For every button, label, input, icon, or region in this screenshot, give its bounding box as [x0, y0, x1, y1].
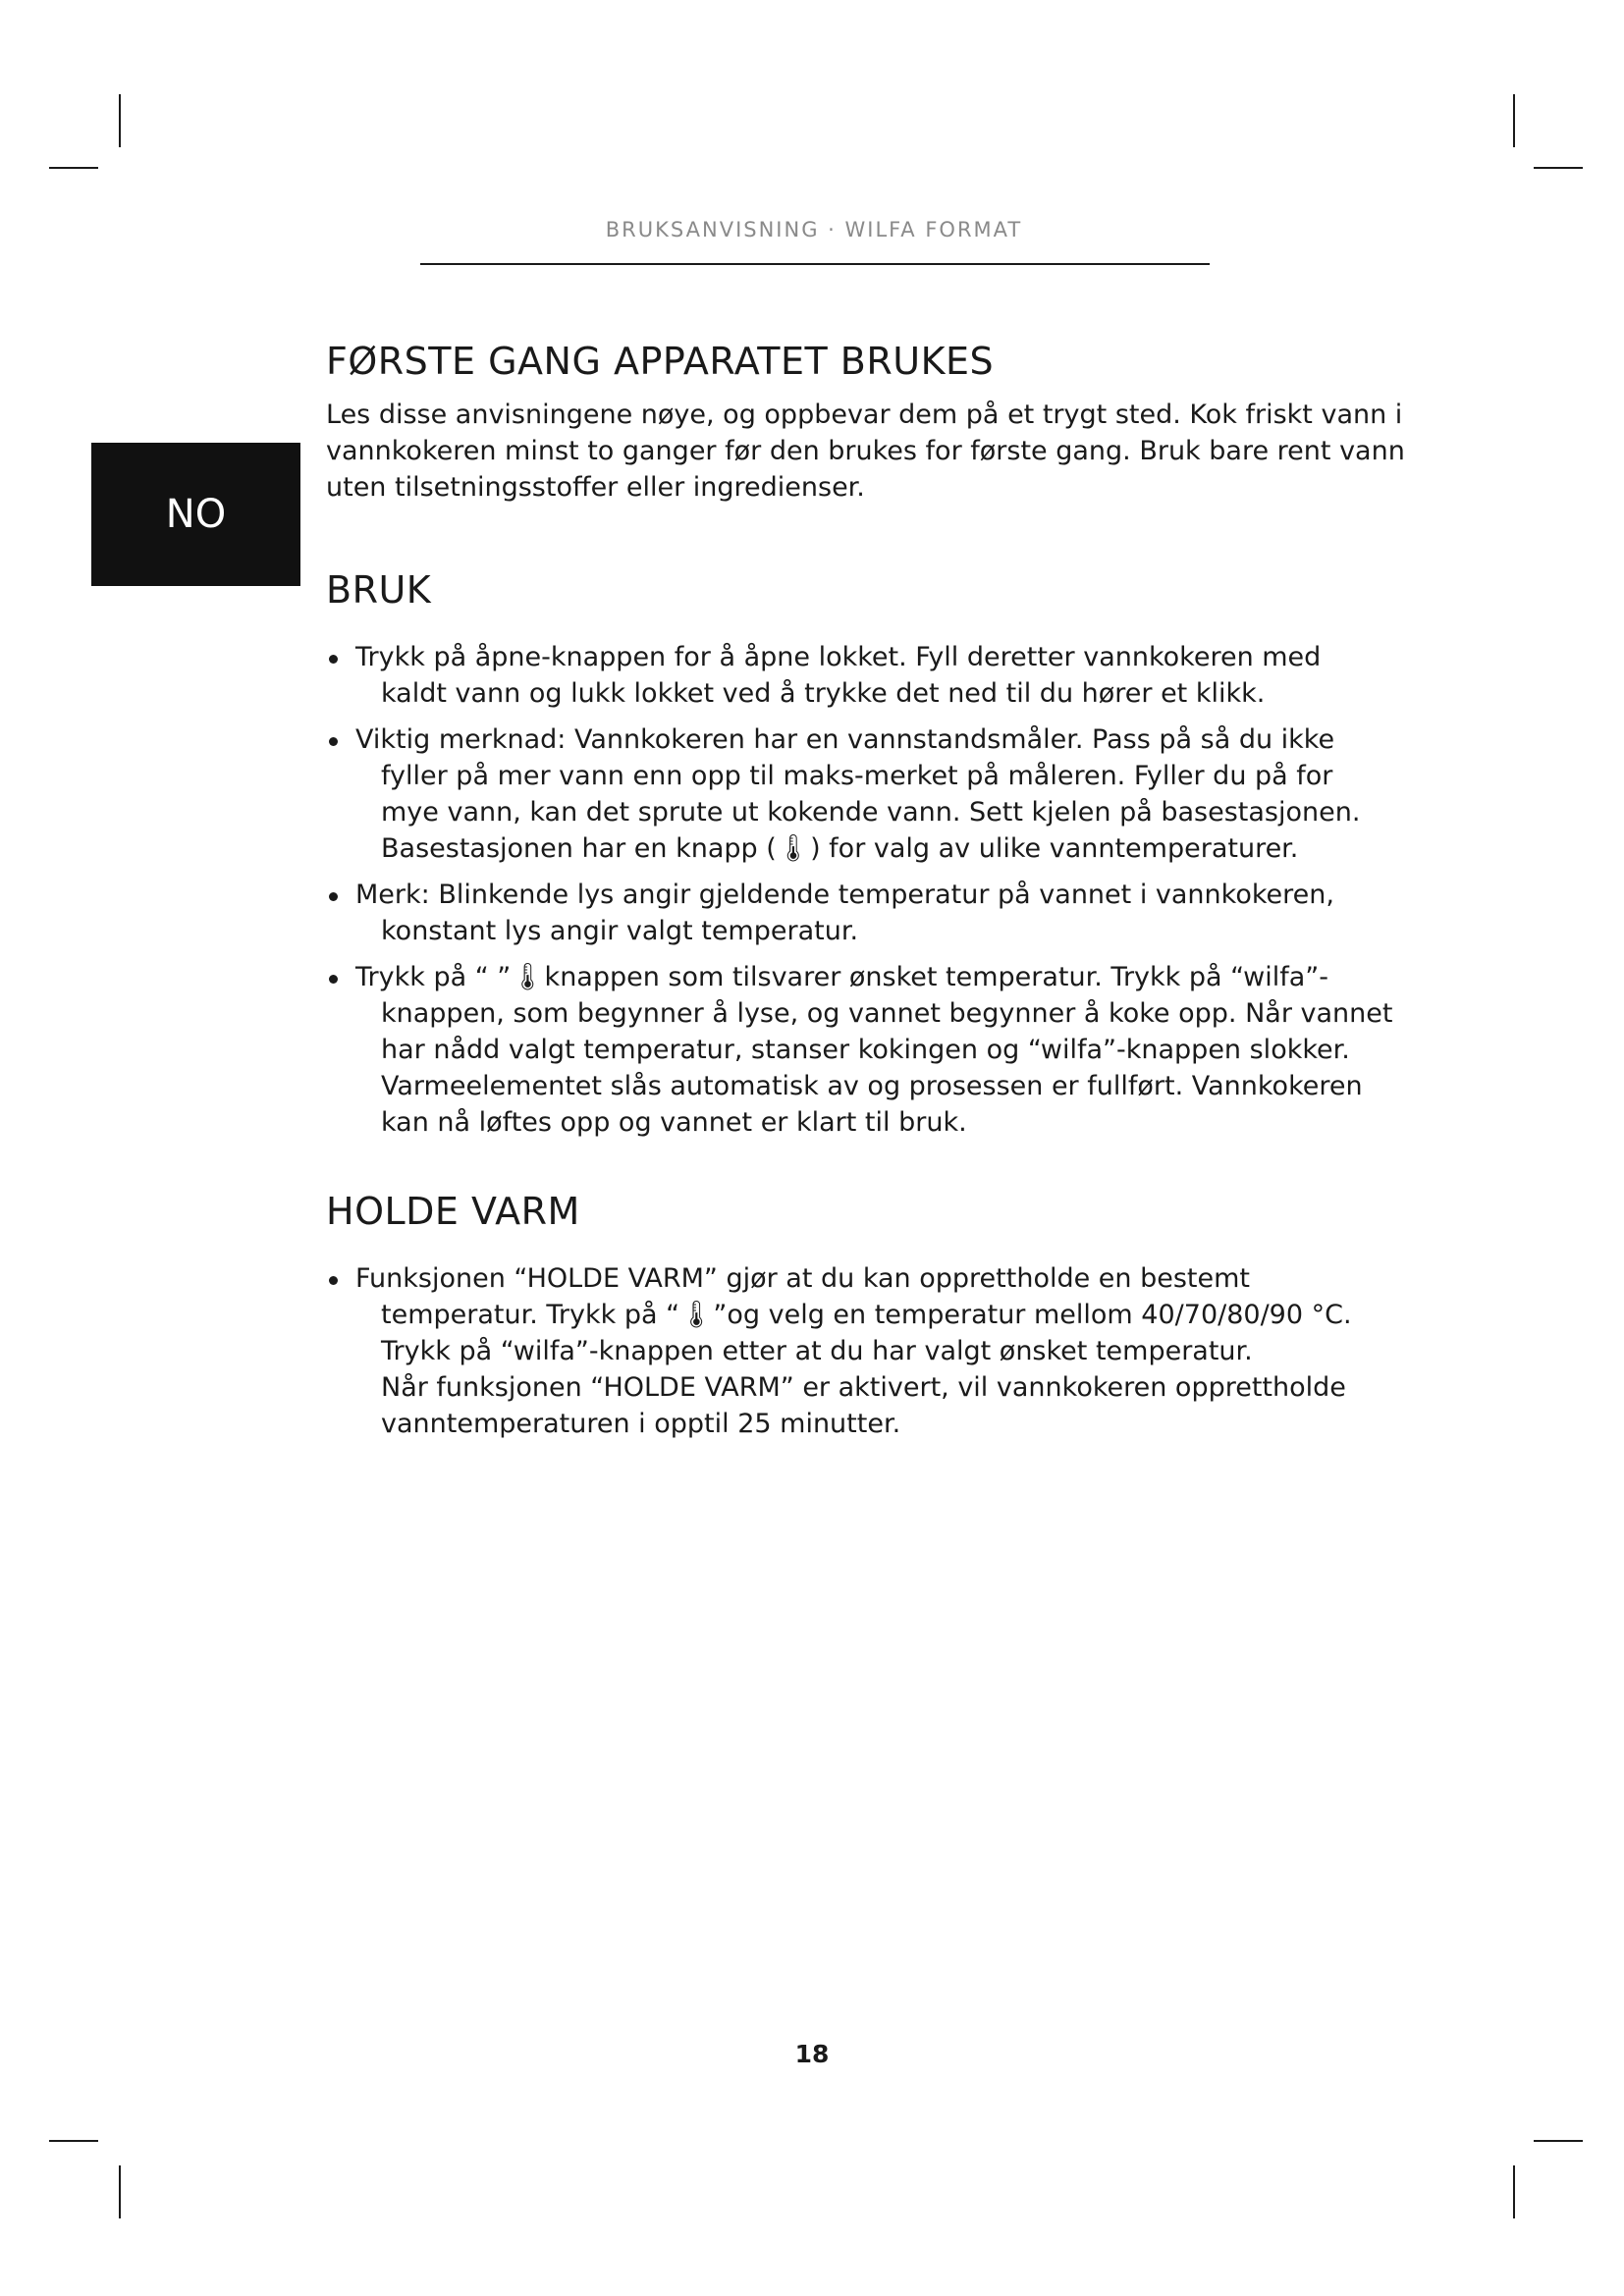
crop-mark-top-right-horizontal	[1534, 167, 1583, 169]
crop-mark-bottom-right-vertical	[1513, 2165, 1515, 2218]
list-item-line: Funksjonen “HOLDE VARM” gjør at du kan opprettholde en bestemt	[355, 1263, 1250, 1294]
language-tab	[91, 443, 300, 586]
section-title-first-use: FØRSTE GANG APPARATET BRUKES	[326, 340, 995, 383]
page-number: 18	[794, 2040, 830, 2068]
crop-mark-top-right-vertical	[1513, 94, 1515, 147]
list-item	[326, 877, 1406, 949]
crop-mark-top-left-horizontal	[49, 167, 98, 169]
bruk-list	[326, 639, 1406, 1141]
intro-line: uten tilsetningsstoffer eller ingredienser.	[326, 472, 865, 503]
list-item-line: fyller på mer vann enn opp til maks-merket på måleren. Fyller du på for	[381, 761, 1333, 791]
list-item	[326, 721, 1406, 867]
list-item-line: Trykk på åpne-knappen for å åpne lokket. Fyll deretter vannkokeren med	[355, 642, 1322, 672]
list-item-line: temperatur. Trykk på “🌡”og velg en temperatur mellom 40/70/80/90 °C.	[381, 1300, 1352, 1330]
list-item-line: kaldt vann og lukk lokket ved å trykke det ned til du hører et klikk.	[381, 678, 1266, 709]
list-item-line: Trykk på “ ”🌡knappen som tilsvarer ønsket temperatur. Trykk på “wilfa”-	[355, 962, 1329, 992]
intro-paragraph	[326, 397, 1406, 506]
list-item-line: har nådd valgt temperatur, stanser kokingen og “wilfa”-knappen slokker.	[381, 1035, 1350, 1065]
crop-mark-bottom-right-horizontal	[1534, 2140, 1583, 2142]
section-title-bruk: BRUK	[326, 568, 432, 612]
intro-line: vannkokeren minst to ganger før den brukes for første gang. Bruk bare rent vann	[326, 436, 1405, 466]
list-item	[326, 1260, 1406, 1442]
crop-mark-bottom-left-horizontal	[49, 2140, 98, 2142]
list-item-line: mye vann, kan det sprute ut kokende vann. Sett kjelen på basestasjonen.	[381, 797, 1361, 828]
list-item	[326, 959, 1406, 1141]
list-item-line: Basestasjonen har en knapp (🌡) for valg av ulike vanntemperaturer.	[381, 833, 1299, 864]
holde-varm-list	[326, 1260, 1406, 1442]
header-rule	[420, 263, 1210, 265]
list-item	[326, 639, 1406, 712]
list-item-line: knappen, som begynner å lyse, og vannet begynner å koke opp. Når vannet	[381, 998, 1393, 1029]
list-item-line: Viktig merknad: Vannkokeren har en vannstandsmåler. Pass på så du ikke	[355, 724, 1335, 755]
list-item-line: Trykk på “wilfa”-knappen etter at du har valgt ønsket temperatur.	[381, 1336, 1253, 1366]
page-content	[326, 338, 1406, 1452]
list-item-line: Merk: Blinkende lys angir gjeldende temperatur på vannet i vannkokeren,	[355, 880, 1334, 910]
section-bruk	[326, 566, 1406, 1141]
list-item-line: vanntemperaturen i opptil 25 minutter.	[381, 1409, 901, 1439]
section-first-use	[326, 338, 1406, 506]
running-header: BRUKSANVISNING · WILFA FORMAT	[605, 218, 1023, 241]
list-item-line: konstant lys angir valgt temperatur.	[381, 916, 859, 946]
crop-mark-top-left-vertical	[119, 94, 121, 147]
language-tab-label: NO	[165, 492, 227, 537]
list-item-line: Varmeelementet slås automatisk av og prosessen er fullført. Vannkokeren	[381, 1071, 1363, 1101]
section-holde-varm	[326, 1188, 1406, 1442]
intro-line: Les disse anvisningene nøye, og oppbevar dem på et trygt sted. Kok friskt vann i	[326, 400, 1403, 430]
list-item-line: kan nå løftes opp og vannet er klart til bruk.	[381, 1107, 967, 1138]
crop-mark-bottom-left-vertical	[119, 2165, 121, 2218]
list-item-line: Når funksjonen “HOLDE VARM” er aktivert, vil vannkokeren opprettholde	[381, 1372, 1346, 1403]
section-title-holde-varm: HOLDE VARM	[326, 1190, 580, 1233]
